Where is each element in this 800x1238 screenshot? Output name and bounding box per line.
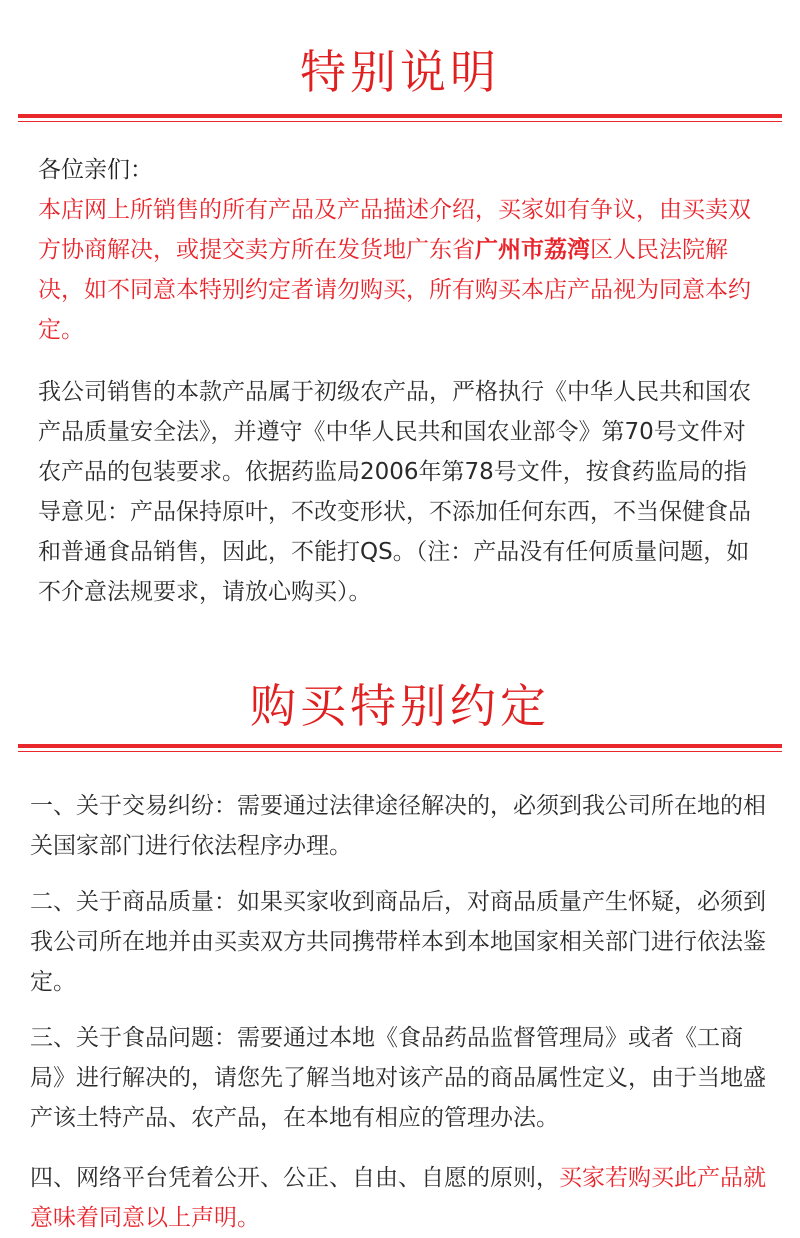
section1-divider xyxy=(18,114,782,122)
clause-item-4-text: 四、网络平台凭着公开、公正、自由、自愿的原则， xyxy=(30,1165,559,1191)
section2-divider xyxy=(18,744,782,752)
clause-item-1: 一、关于交易纠纷：需要通过法律途径解决的，必须到我公司所在地的相关国家部门进行依法程序办理。 xyxy=(30,793,766,859)
dispute-notice-text-b: 区人民法院解决，如不同意本特别约定者请勿购买，所有购买本店产品视为同意本约定。 xyxy=(38,237,751,343)
dispute-notice-city: 广州市荔湾 xyxy=(475,236,590,263)
section2-title: 购买特别约定 xyxy=(250,679,550,733)
greeting: 各位亲们： xyxy=(38,157,153,183)
clause-item-3: 三、关于食品问题：需要通过本地《食品药品监督管理局》或者《工商局》进行解决的，请您先了解当地对该产品的商品属性定义，由于当地盛产该土特产品、农产品，在本地有相应的管理办法。 xyxy=(30,1025,766,1131)
clause-item-4 xyxy=(30,1158,770,1238)
dispute-notice xyxy=(38,190,768,350)
dispute-notice-text-a: 本店网上所销售的所有产品及产品描述介绍，买家如有争议，由买卖双方协商解决，或提交卖方所在发货地广东省 xyxy=(38,197,751,263)
clause-item-2: 二、关于商品质量：如果买家收到商品后，对商品质量产生怀疑，必须到我公司所在地并由买卖双方共同携带样本到本地国家相关部门进行依法鉴定。 xyxy=(30,889,766,995)
clause-item-4-highlight: 买家若购买此产品就意味着同意以上声明。 xyxy=(30,1165,766,1231)
regulation-statement: 我公司销售的本款产品属于初级农产品，严格执行《中华人民共和国农产品质量安全法》，并遵守《中华人民共和国农业部令》第70号文件对农产品的包装要求。依据药监局2006年第78号文件，按食药监局的指导意见：产品保持原叶，不改变形状，不添加任何东西，不当保健食品和普通食品销售，因此，不能打QS。（注：产品没有任何质量问题，如不介意法规要求，请放心购买）。 xyxy=(38,379,751,605)
section1-title: 特别说明 xyxy=(300,45,500,99)
